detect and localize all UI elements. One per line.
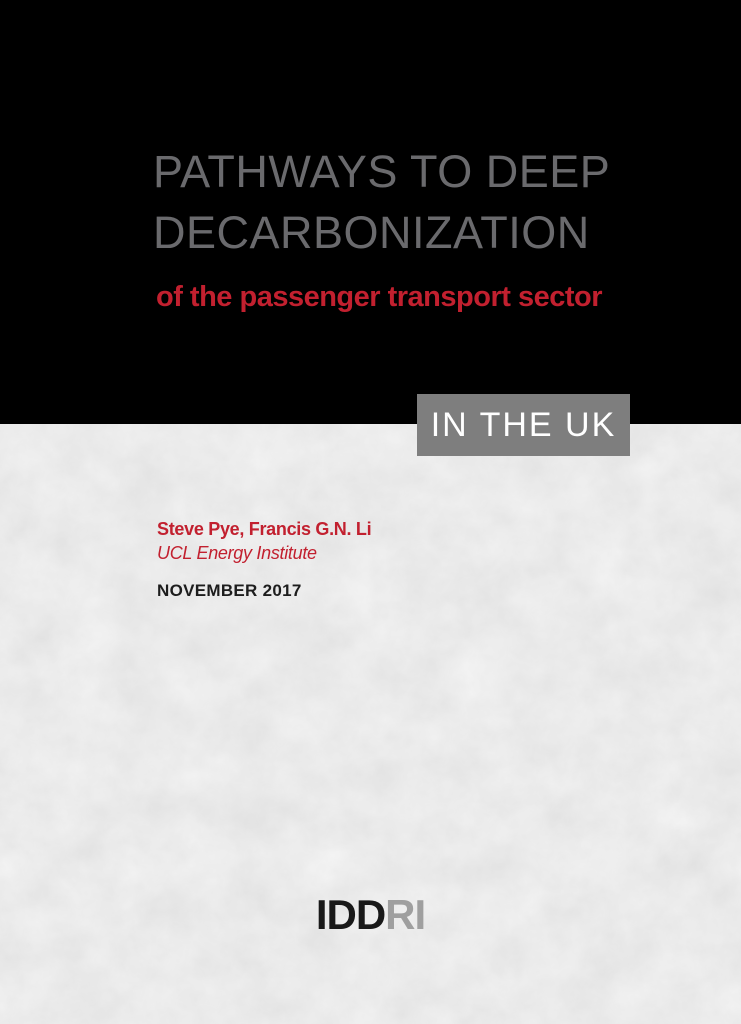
report-title-line1: PATHWAYS TO DEEP [153,146,611,197]
author-affiliation: UCL Energy Institute [157,543,317,563]
report-title [153,141,610,263]
iddri-logo-dark-part: IDD [315,891,386,938]
iddri-logo [0,891,741,939]
publication-date: NOVEMBER 2017 [157,581,302,600]
report-subtitle: of the passenger transport sector [156,281,602,313]
iddri-logo-light-part: RI [385,891,426,938]
region-tag-box [417,394,630,456]
author-names: Steve Pye, Francis G.N. Li [157,519,372,539]
region-tag-label: IN THE UK [430,405,617,444]
report-title-line2: DECARBONIZATION [153,207,590,258]
author-block [157,519,371,601]
